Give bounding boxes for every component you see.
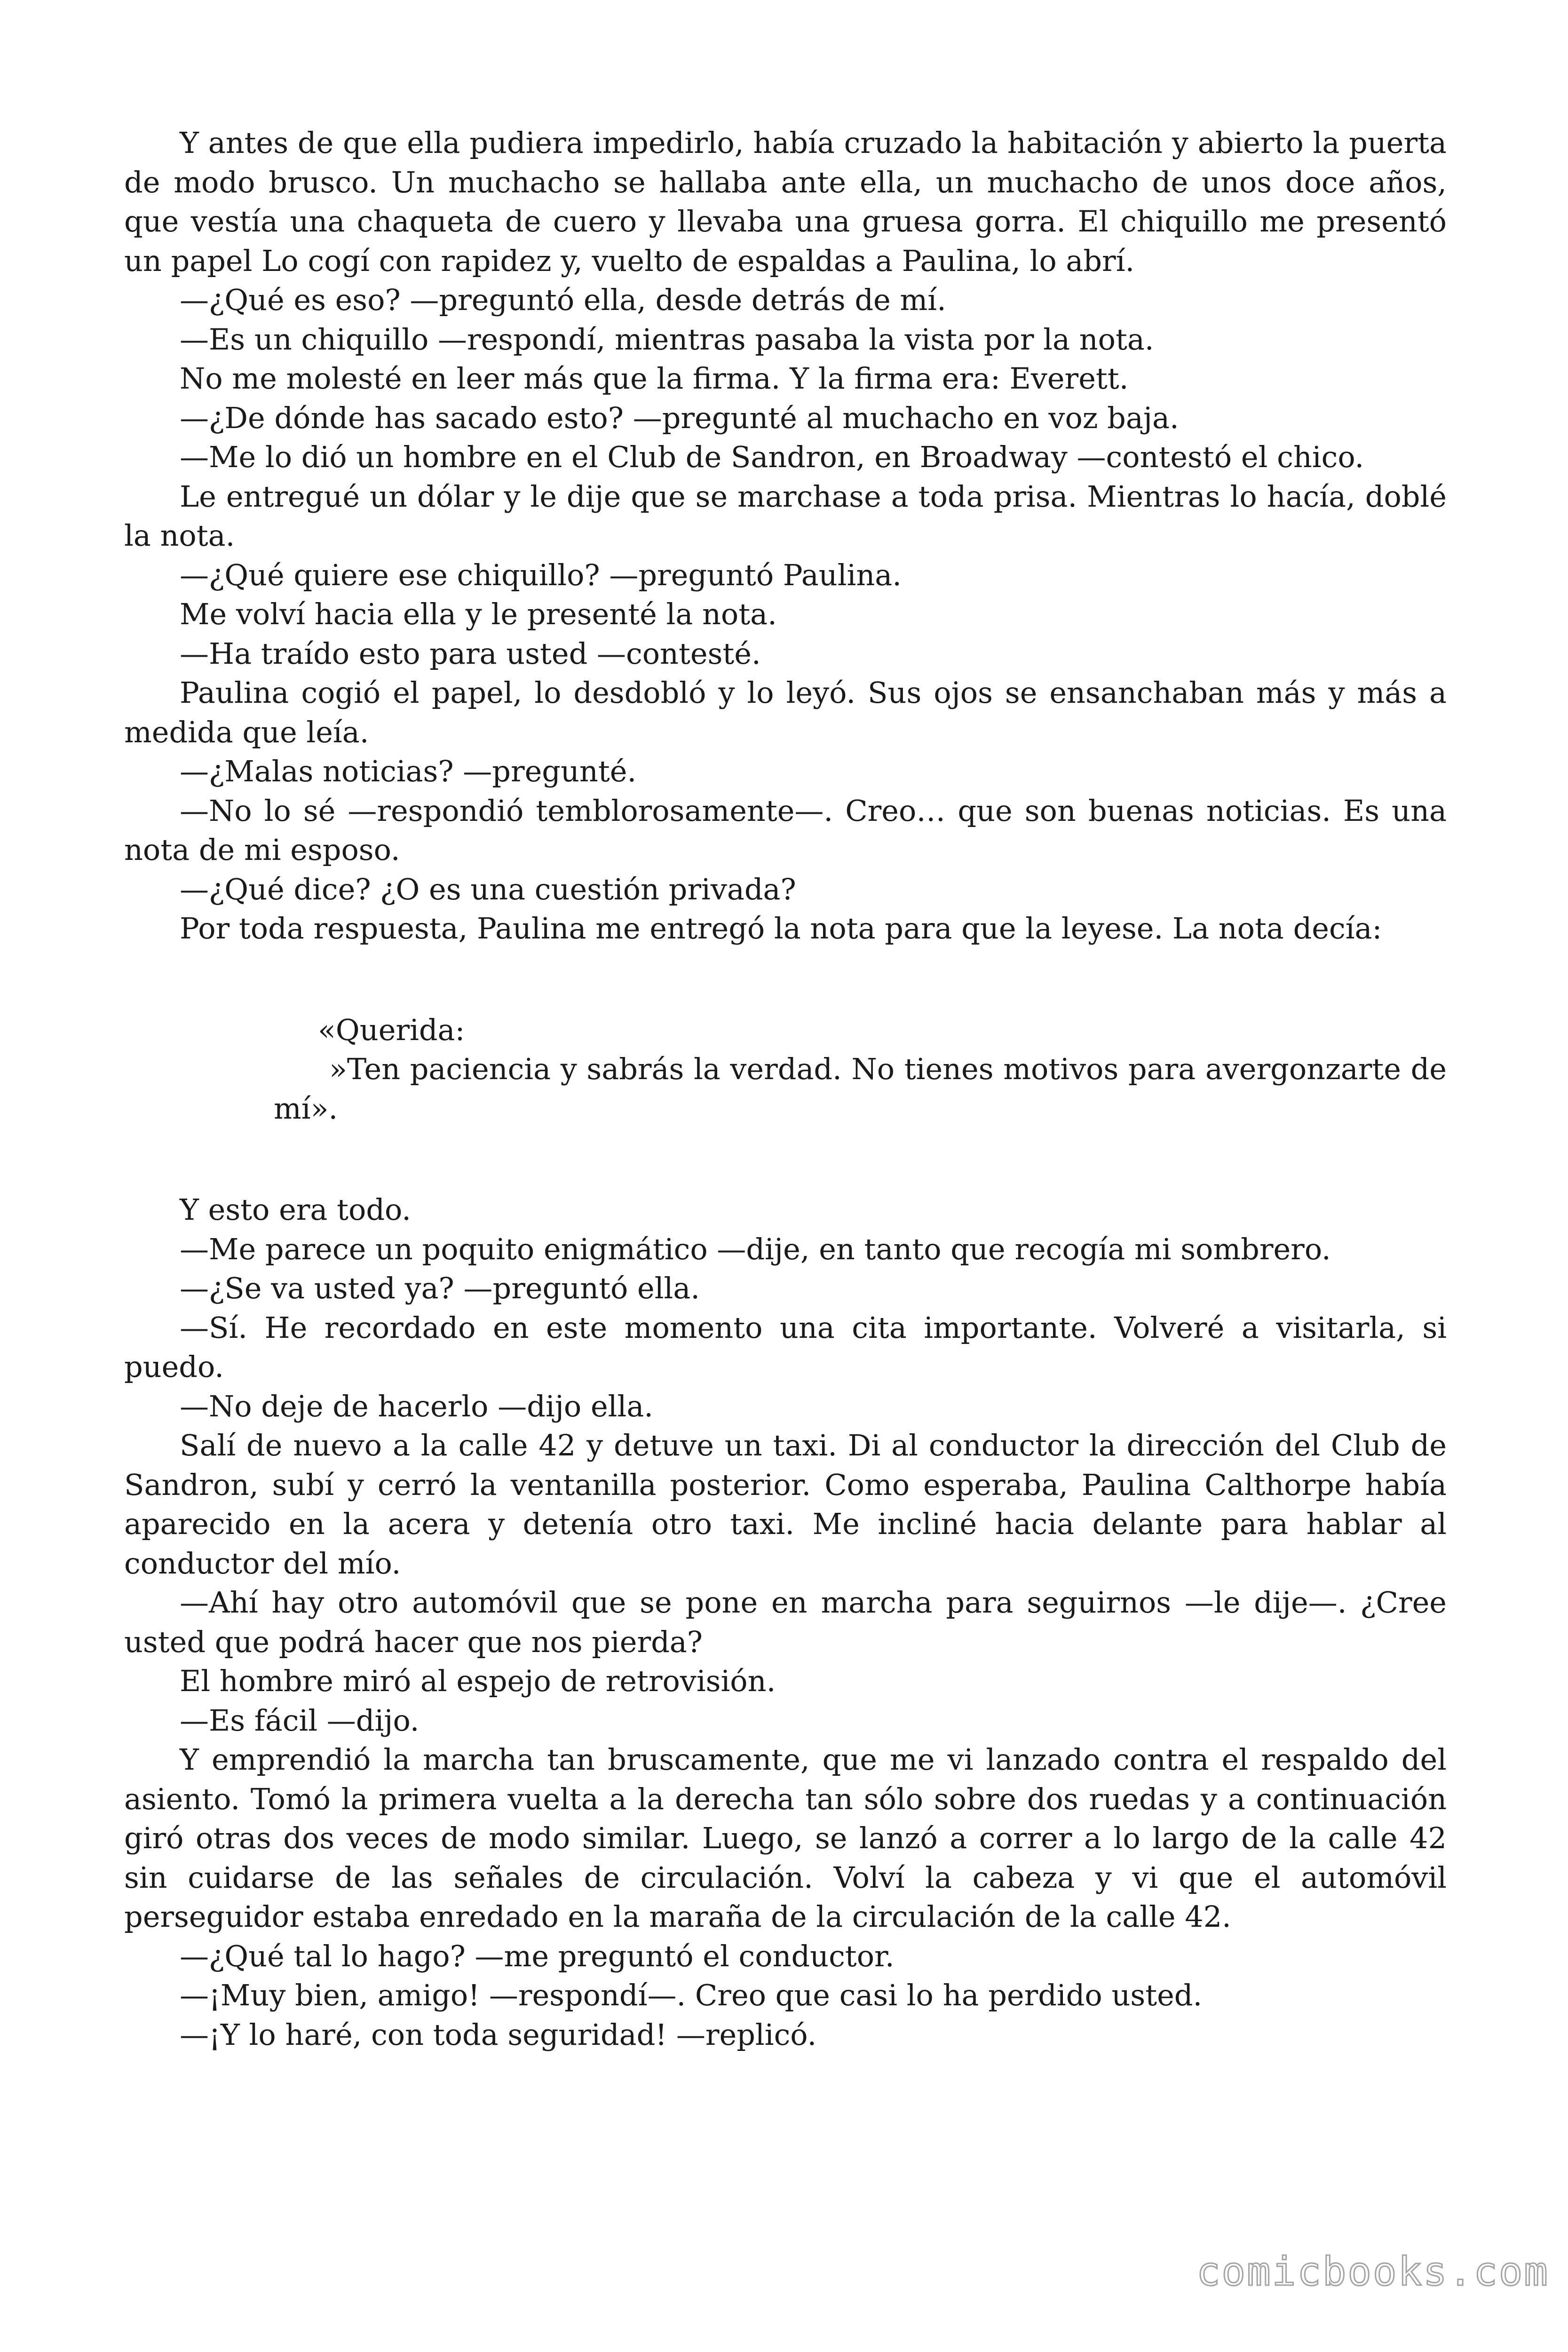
paragraph: —No deje de hacerlo —dijo ella. [180, 1389, 653, 1423]
paragraph: —¡Muy bien, amigo! —respondí—. Creo que casi lo ha perdido usted. [180, 1978, 1203, 2012]
paragraph: —¡Y lo haré, con toda seguridad! —replicó. [180, 2017, 817, 2052]
paragraph: —¿Qué quiere ese chiquillo? —preguntó Paulina. [180, 557, 902, 592]
paragraph: —¿Malas noticias? —pregunté. [180, 754, 637, 788]
paragraph: Me volví hacia ella y le presenté la nota. [180, 597, 777, 631]
letter-body: »Ten paciencia y sabrás la verdad. No tienes motivos para avergonzarte de mí». [274, 1052, 1447, 1126]
paragraph: Por toda respuesta, Paulina me entregó la nota para que la leyese. La nota decía: [180, 911, 1382, 946]
page-body [124, 123, 1447, 2054]
spacer [124, 948, 1447, 1010]
paragraph: —¿Se va usted ya? —preguntó ella. [180, 1271, 700, 1305]
paragraph: —Me parece un poquito enigmático —dije, en tanto que recogía mi sombrero. [180, 1232, 1331, 1266]
paragraph: —¿De dónde has sacado esto? —pregunté al muchacho en voz baja. [180, 400, 1179, 435]
paragraph: —Es un chiquillo —respondí, mientras pasaba la vista por la nota. [180, 322, 1154, 357]
watermark: comicbooks.com [1196, 2249, 1549, 2295]
text-block-before-letter [124, 123, 1447, 948]
paragraph: —¿Qué dice? ¿O es una cuestión privada? [180, 872, 796, 906]
text-block-after-letter [124, 1190, 1447, 2054]
paragraph: —Ha traído esto para usted —contesté. [180, 636, 761, 671]
paragraph: Paulina cogió el papel, lo desdobló y lo leyó. Sus ojos se ensanchaban más y más a medida que leía. [124, 675, 1447, 749]
quoted-letter [274, 1010, 1447, 1128]
paragraph: Y esto era todo. [180, 1192, 411, 1227]
paragraph: —¿Qué tal lo hago? —me preguntó el conductor. [180, 1939, 895, 1973]
paragraph: No me molesté en leer más que la firma. Y la firma era: Everett. [180, 361, 1129, 396]
paragraph: —Me lo dió un hombre en el Club de Sandron, en Broadway —contestó el chico. [180, 440, 1364, 474]
paragraph: —Es fácil —dijo. [180, 1703, 420, 1738]
paragraph: Y antes de que ella pudiera impedirlo, había cruzado la habitación y abierto la puerta de modo brusco. Un muchacho se hallaba ante ella, un muchacho de unos doce años, que vestía una chaqueta de cuero y llevaba una gruesa gorra. El chiquillo me presentó un papel Lo cogí con rapidez y, vuelto de espaldas a Paulina, lo abrí. [124, 126, 1447, 278]
paragraph: Le entregué un dólar y le dije que se marchase a toda prisa. Mientras lo hacía, doblé la nota. [124, 479, 1447, 553]
paragraph: Salí de nuevo a la calle 42 y detuve un taxi. Di al conductor la dirección del Club de Sandron, subí y cerró la ventanilla posterior. Como esperaba, Paulina Calthorpe había aparecido en la acera y detenía otro taxi. Me incliné hacia delante para hablar al conductor del mío. [124, 1428, 1447, 1581]
paragraph: Y emprendió la marcha tan bruscamente, que me vi lanzado contra el respaldo del asiento. Tomó la primera vuelta a la derecha tan sólo sobre dos ruedas y a continuación giró otras dos veces de modo similar. Luego, se lanzó a correr a lo largo de la calle 42 sin cuidarse de las señales de circulación. Volví la cabeza y vi que el automóvil perseguidor estaba enredado en la maraña de la circulación de la calle 42. [124, 1742, 1447, 1934]
paragraph: —Sí. He recordado en este momento una cita importante. Volveré a visitarla, si puedo. [124, 1310, 1447, 1384]
letter-salutation: «Querida: [318, 1012, 465, 1047]
spacer [124, 1128, 1447, 1190]
paragraph: El hombre miró al espejo de retrovisión. [180, 1664, 776, 1698]
paragraph: —¿Qué es eso? —preguntó ella, desde detrás de mí. [180, 283, 946, 317]
paragraph: —Ahí hay otro automóvil que se pone en marcha para seguirnos —le dije—. ¿Cree usted que podrá hacer que nos pierda? [124, 1585, 1447, 1659]
paragraph: —No lo sé —respondió temblorosamente—. Creo… que son buenas noticias. Es una nota de mi esposo. [124, 793, 1447, 867]
